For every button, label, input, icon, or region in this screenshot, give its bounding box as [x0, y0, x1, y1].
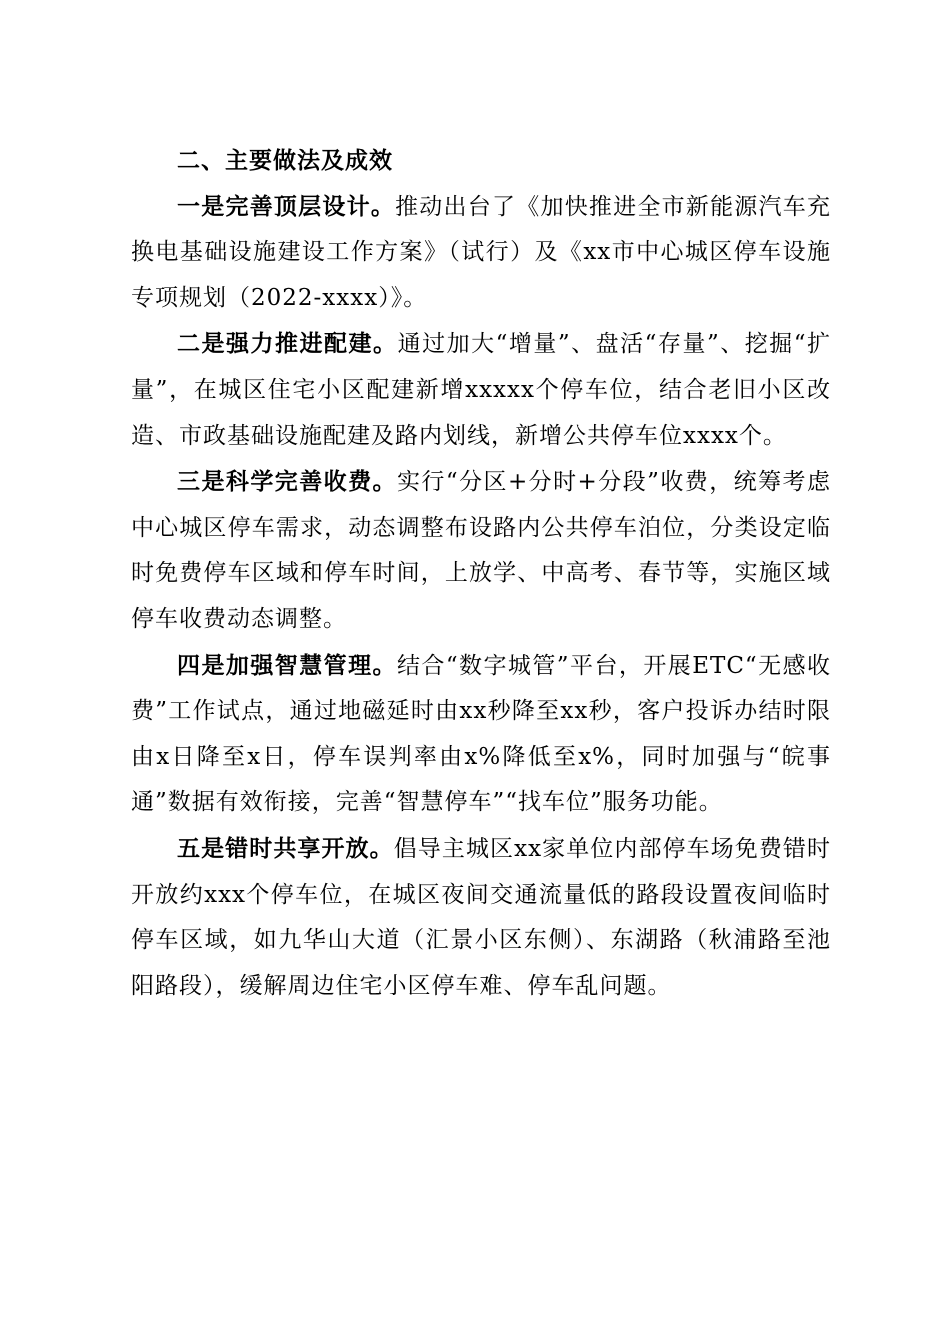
- paragraph-2-body: 通过加大“增量”、盘活“存量”、挖掘“扩量”，在城区住宅小区配建新增xxxxx个停车位，结合老旧小区改造、市政基础设施配建及路内划线，新增公共停车位xxxx个。: [131, 331, 832, 449]
- paragraph-3-lead: 三是科学完善收费。: [177, 468, 397, 496]
- section-heading: 二、主要做法及成效: [177, 147, 393, 174]
- paragraph-1: [131, 184, 831, 322]
- paragraph-3-body: 实行“分区+分时+分段”收费，统筹考虑中心城区停车需求，动态调整布设路内公共停车泊位，分类设定临时免费停车区域和停车时间，上放学、中高考、春节等，实施区域停车收费动态调整。: [131, 469, 832, 632]
- paragraph-5: [131, 826, 831, 1009]
- paragraph-4: [131, 643, 831, 826]
- paragraph-2: [131, 321, 831, 459]
- paragraph-2-lead: 二是强力推进配建。: [177, 330, 398, 358]
- paragraph-4-body: 结合“数字城管”平台，开展ETC“无感收费”工作试点，通过地磁延时由xx秒降至xx秒，客户投诉办结时限由x日降至x日，停车误判率由x%降低至x%，同时加强与“皖事通”数据有效衔接，完善“智慧停车”“找车位”服务功能。: [131, 652, 832, 816]
- paragraph-4-lead: 四是加强智慧管理。: [177, 651, 397, 679]
- paragraph-3: [131, 459, 831, 642]
- paragraph-5-body: 倡导主城区xx家单位内部停车场免费错时开放约xxx个停车位，在城区夜间交通流量低的路段设置夜间临时停车区域，如九华山大道（汇景小区东侧）、东湖路（秋浦路至池阳路段），缓解周边住宅小区停车难、停车乱问题。: [131, 835, 831, 999]
- paragraph-1-lead: 一是完善顶层设计。: [177, 192, 396, 220]
- paragraph-5-lead: 五是错时共享开放。: [177, 834, 394, 862]
- paragraph-1-body: 推动出台了《加快推进全市新能源汽车充换电基础设施建设工作方案》（试行）及《xx市中心城区停车设施专项规划（2022-xxxx）》。: [131, 193, 832, 311]
- document-body: [131, 138, 831, 1009]
